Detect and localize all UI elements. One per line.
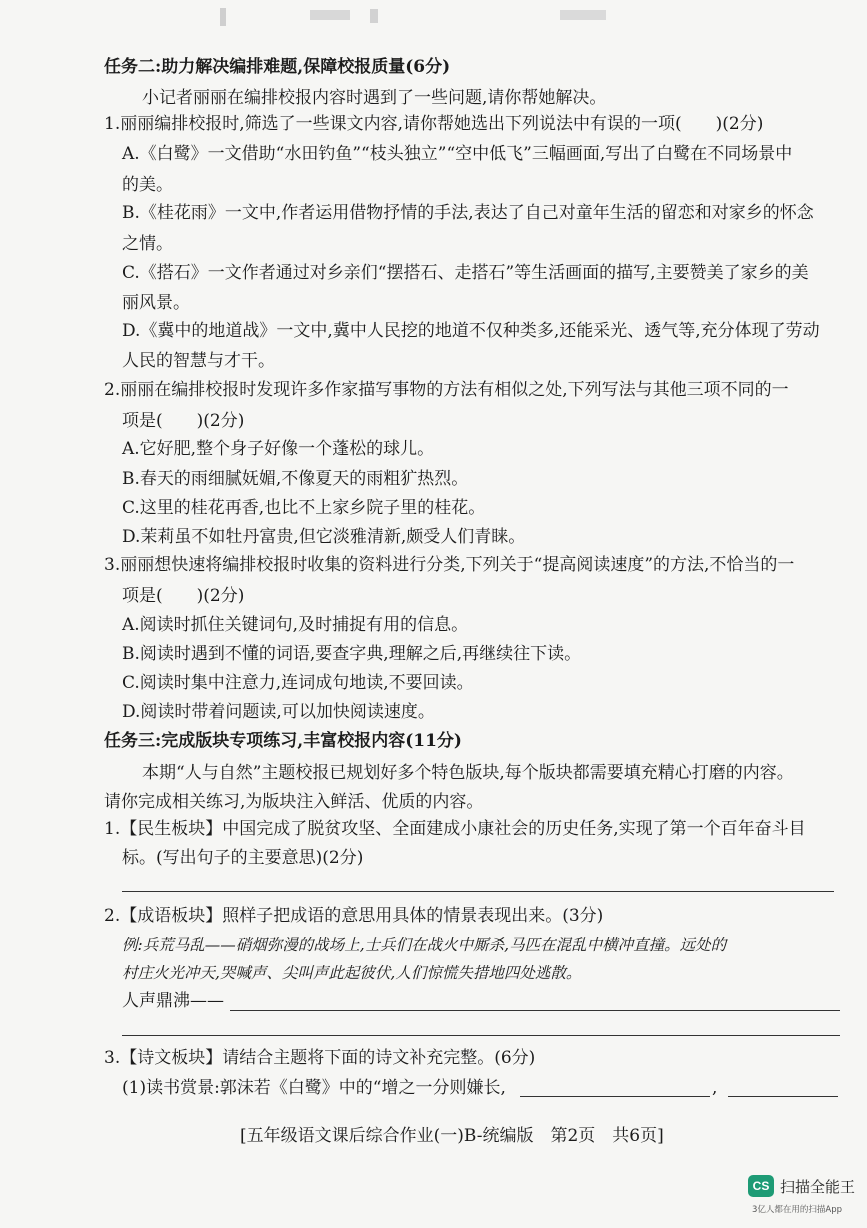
task3-heading: 任务三:完成版块专项练习,丰富校报内容(11分) (104, 731, 462, 751)
t3-q1-answer-line[interactable] (122, 891, 834, 892)
t3-q1-line2: 标。(写出句子的主要意思)(2分) (122, 848, 364, 868)
t3-q2-answer-line2[interactable] (122, 1035, 840, 1036)
t3-q3-sub1: (1)读书赏景:郭沫若《白鹭》中的“增之一分则嫌长, (122, 1078, 506, 1098)
q1-option-d-line1: D.《冀中的地道战》一文中,冀中人民挖的地道不仅种类多,还能采光、透气等,充分体现了劳动 (122, 321, 820, 341)
q1-stem: 1.丽丽编排校报时,筛选了一些课文内容,请你帮她选出下列说法中有误的一项( )(2分) (104, 114, 764, 134)
q2-option-a: A.它好肥,整个身子好像一个蓬松的球儿。 (122, 439, 435, 459)
scanner-watermark (748, 1175, 855, 1197)
q1-option-c-line2: 丽风景。 (122, 293, 190, 313)
t3-q3-line1: 3.【诗文板块】请结合主题将下面的诗文补充完整。(6分) (104, 1048, 536, 1068)
task3-intro-line2: 请你完成相关练习,为版块注入鲜活、优质的内容。 (104, 792, 484, 812)
t3-q2-example-line1: 例:兵荒马乱——硝烟弥漫的战场上,士兵们在战火中厮杀,马匹在混乱中横冲直撞。远处的 (122, 936, 727, 954)
task2-heading: 任务二:助力解决编排难题,保障校报质量(6分) (104, 57, 451, 77)
t3-q2-example-line2: 村庄火光冲天,哭喊声、尖叫声此起彼伏,人们惊慌失措地四处逃散。 (122, 964, 582, 982)
t3-q3-blank2[interactable] (728, 1096, 838, 1097)
t3-q1-line1: 1.【民生板块】中国完成了脱贫攻坚、全面建成小康社会的历史任务,实现了第一个百年奋斗目 (104, 819, 806, 839)
t3-q2-answer-line1[interactable] (230, 1010, 840, 1011)
scanner-name: 扫描全能王 (780, 1177, 856, 1196)
q2-stem-line2: 项是( )(2分) (122, 411, 245, 431)
q3-stem-line2: 项是( )(2分) (122, 586, 245, 606)
q2-option-c: C.这里的桂花再香,也比不上家乡院子里的桂花。 (122, 498, 486, 518)
page-footer: [五年级语文课后综合作业(一)B-统编版 第2页 共6页] (240, 1126, 664, 1146)
q2-stem-line1: 2.丽丽在编排校报时发现许多作家描写事物的方法有相似之处,下列写法与其他三项不同的一 (104, 380, 789, 400)
q1-option-a-line2: 的美。 (122, 175, 173, 195)
q1-option-a-line1: A.《白鹭》一文借助“水田钓鱼”“枝头独立”“空中低飞”三幅画面,写出了白鹭在不同场景中 (122, 144, 793, 164)
q3-option-c: C.阅读时集中注意力,连词成句地读,不要回读。 (122, 673, 474, 693)
q3-option-d: D.阅读时带着问题读,可以加快阅读速度。 (122, 702, 435, 722)
q2-option-b: B.春天的雨细腻妩媚,不像夏天的雨粗犷热烈。 (122, 469, 469, 489)
q1-option-c-line1: C.《搭石》一文作者通过对乡亲们“摆搭石、走搭石”等生活画面的描写,主要赞美了家乡的美 (122, 263, 809, 283)
q1-option-d-line2: 人民的智慧与才干。 (122, 351, 275, 371)
q3-option-a: A.阅读时抓住关键词句,及时捕捉有用的信息。 (122, 615, 469, 635)
t3-q3-blank1[interactable] (520, 1096, 710, 1097)
task3-intro-line1: 本期“人与自然”主题校报已规划好多个特色版块,每个版块都需要填充精心打磨的内容。 (142, 763, 794, 783)
task2-intro: 小记者丽丽在编排校报内容时遇到了一些问题,请你帮她解决。 (142, 88, 607, 108)
q3-option-b: B.阅读时遇到不懂的词语,要查字典,理解之后,再继续往下读。 (122, 644, 582, 664)
top-edge-bleed-marks (210, 6, 690, 28)
q1-option-b-line1: B.《桂花雨》一文中,作者运用借物抒情的手法,表达了自己对童年生活的留恋和对家乡的怀念 (122, 203, 814, 223)
q2-option-d: D.茉莉虽不如牡丹富贵,但它淡雅清新,颇受人们青睐。 (122, 527, 526, 547)
t3-q2-prompt: 人声鼎沸—— (122, 991, 224, 1011)
q1-option-b-line2: 之情。 (122, 234, 173, 254)
t3-q2-line1: 2.【成语板块】照样子把成语的意思用具体的情景表现出来。(3分) (104, 906, 604, 926)
camscanner-logo-icon: CS (748, 1175, 774, 1197)
t3-q3-comma: , (712, 1078, 718, 1098)
scanner-tagline: 3亿人都在用的扫描App (752, 1205, 843, 1215)
q3-stem-line1: 3.丽丽想快速将编排校报时收集的资料进行分类,下列关于“提高阅读速度”的方法,不恰当的一 (104, 555, 795, 575)
